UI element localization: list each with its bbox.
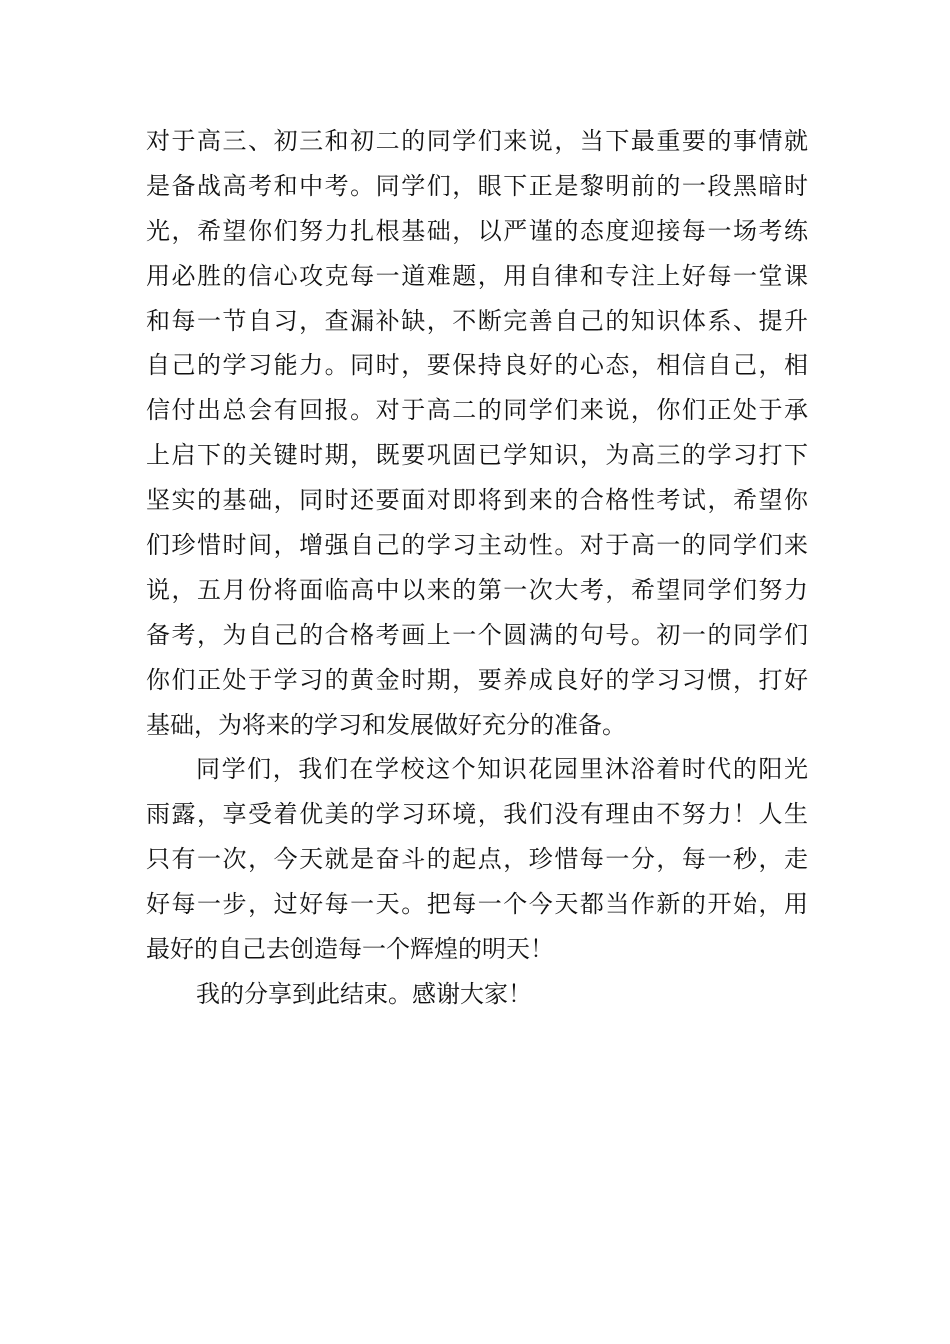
text-line: 和每一节自习，查漏补缺，不断完善自己的知识体系、提升: [146, 306, 808, 335]
text-line: 基础，为将来的学习和发展做好充分的准备。: [146, 710, 626, 739]
text-line: 最好的自己去创造每一个辉煌的明天！: [146, 935, 554, 964]
text-line: 是备战高考和中考。同学们，眼下正是黎明前的一段黑暗时: [146, 171, 808, 200]
text-line: 说，五月份将面临高中以来的第一次大考，希望同学们努力: [146, 575, 808, 604]
text-line: 对于高三、初三和初二的同学们来说，当下最重要的事情就: [146, 127, 808, 155]
text-line: 我的分享到此结束。感谢大家！: [196, 979, 532, 1008]
text-line: 只有一次，今天就是奋斗的起点，珍惜每一分，每一秒，走: [146, 845, 808, 874]
text-line: 坚实的基础，同时还要面对即将到来的合格性考试，希望你: [146, 486, 808, 515]
text-line: 你们正处于学习的黄金时期，要养成良好的学习习惯，打好: [146, 665, 808, 694]
text-line: 光，希望你们努力扎根基础，以严谨的态度迎接每一场考练: [146, 216, 808, 245]
text-line: 们珍惜时间，增强自己的学习主动性。对于高一的同学们来: [146, 531, 808, 560]
paragraph-2: [146, 747, 808, 971]
text-line: 上启下的关键时期，既要巩固已学知识，为高三的学习打下: [146, 441, 808, 470]
document-page: [146, 119, 808, 1017]
text-line: 雨露，享受着优美的学习环境，我们没有理由不努力！人生: [146, 800, 808, 829]
text-line: 同学们，我们在学校这个知识花园里沐浴着时代的阳光: [196, 755, 808, 784]
paragraph-3: [146, 972, 808, 1017]
text-line: 备考，为自己的合格考画上一个圆满的句号。初一的同学们: [146, 620, 808, 649]
text-line: 自己的学习能力。同时，要保持良好的心态，相信自己，相: [146, 351, 808, 380]
text-line: 信付出总会有回报。对于高二的同学们来说，你们正处于承: [146, 396, 808, 425]
paragraph-1: [146, 119, 808, 747]
text-line: 用必胜的信心攻克每一道难题，用自律和专注上好每一堂课: [146, 261, 808, 290]
text-line: 好每一步，过好每一天。把每一个今天都当作新的开始，用: [146, 890, 808, 919]
